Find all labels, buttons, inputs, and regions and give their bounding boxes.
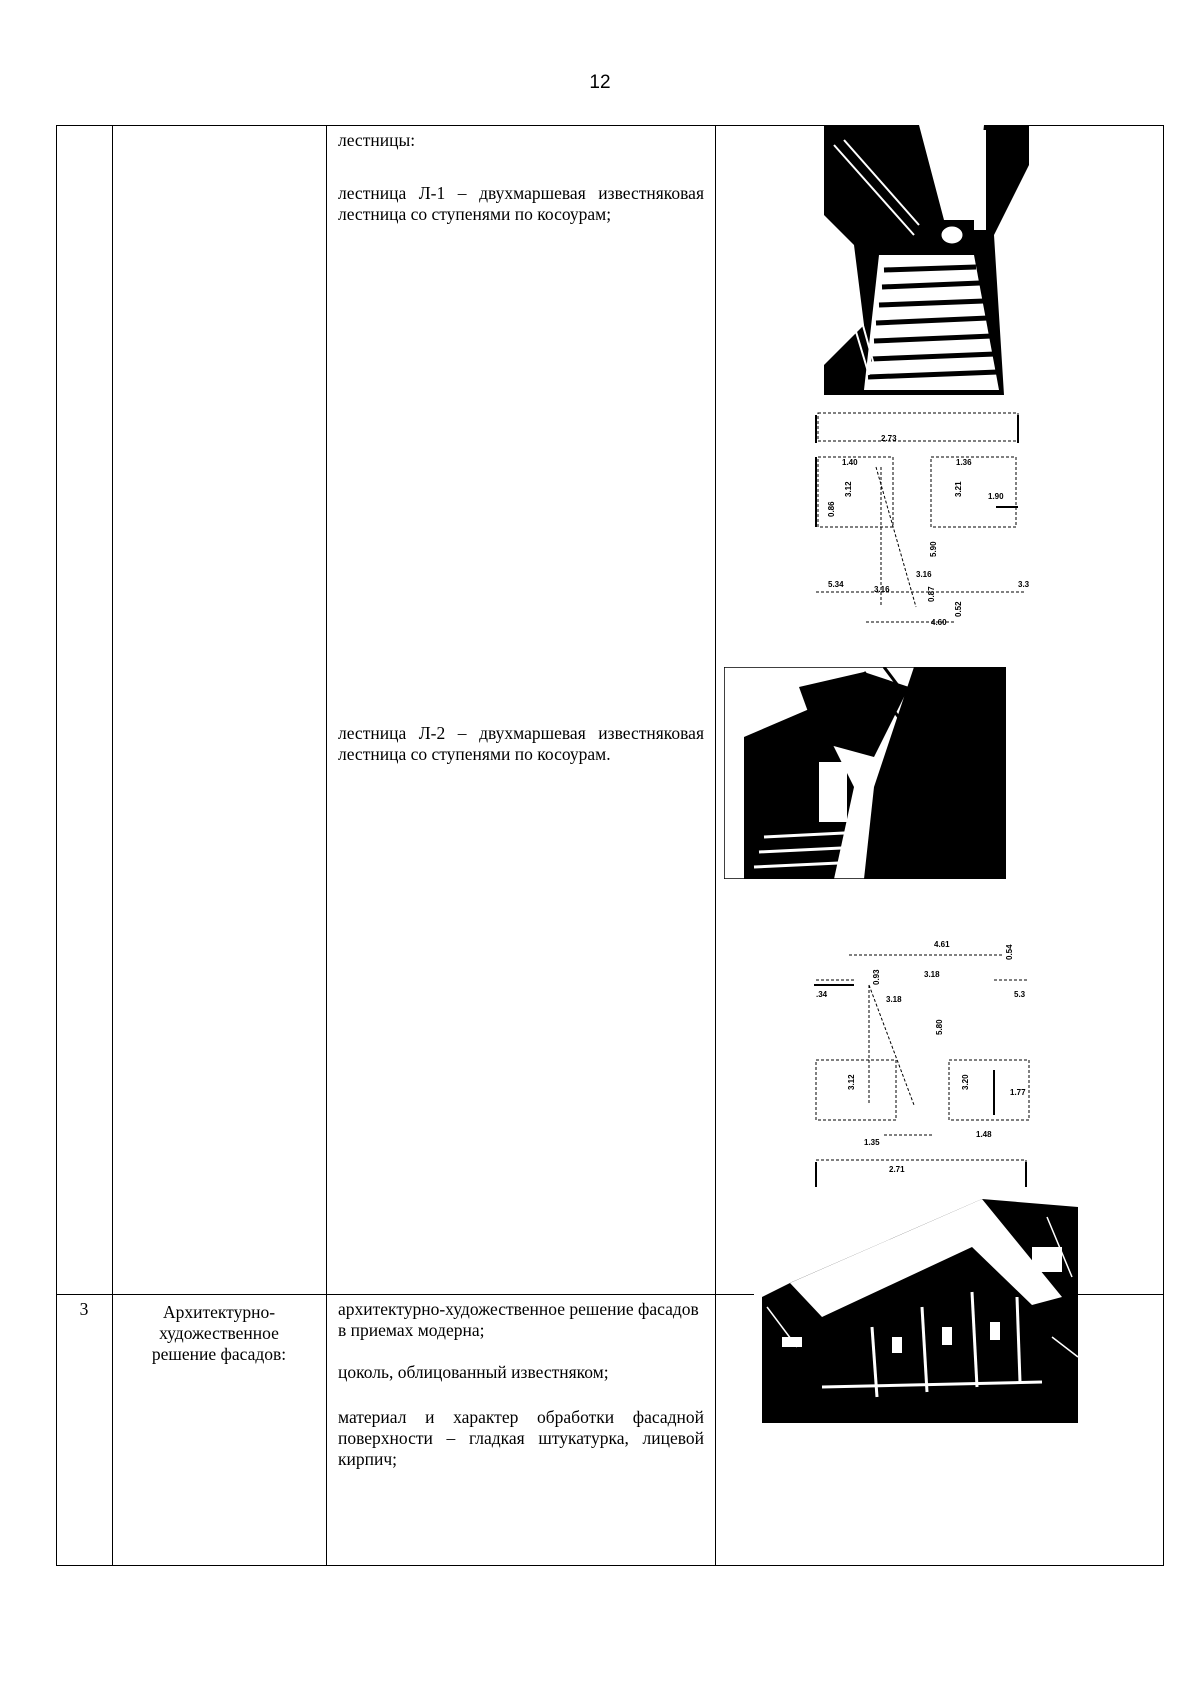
row-3-paragraph-2: цоколь, облицованный известняком; [338, 1362, 609, 1382]
table-left-border [56, 125, 57, 1566]
plan-label: 3.18 [924, 970, 940, 979]
stair-l2-photo [724, 667, 1006, 879]
plan-label: 1.90 [988, 492, 1004, 501]
row-1-paragraph-1: лестницы: [338, 130, 416, 150]
col-divider-2 [326, 125, 327, 1566]
row-3-paragraph-1: архитектурно-художественное решение фасадов в приемах модерна; [338, 1299, 699, 1340]
plan-label: 3.20 [961, 1074, 970, 1090]
plan-label: 3.16 [916, 570, 932, 579]
plan-label: 5.34 [828, 580, 844, 589]
plan-label: 1.36 [956, 458, 972, 467]
plan-label: 5.3 [1014, 990, 1026, 999]
plan-label: 0.54 [1005, 944, 1014, 960]
plan-label: 3.21 [954, 481, 963, 497]
row-name-line-2: художественное [159, 1323, 279, 1343]
plan-label: 0.52 [954, 601, 963, 617]
plan-label: 0.86 [827, 501, 836, 517]
plan-label: 5.90 [929, 541, 938, 557]
plan-label: 3.16 [874, 585, 890, 594]
page-number: 12 [589, 72, 611, 93]
plan-label: 1.35 [864, 1138, 880, 1147]
plan-label: 0.87 [927, 586, 936, 602]
plan-label: 0.93 [872, 969, 881, 985]
stair-l1-photo [824, 125, 1029, 395]
plan-label: 4.60 [931, 618, 947, 627]
plan-label: 2.71 [889, 1165, 905, 1174]
plan-label: 2.73 [881, 434, 897, 443]
plan-label: 3.3 [1018, 580, 1030, 589]
plan-label: 1.48 [976, 1130, 992, 1139]
stair-l1-plan [756, 407, 1036, 657]
plan-label: 3.12 [847, 1074, 856, 1090]
document-table [56, 125, 1164, 1566]
plan-label: 3.12 [844, 481, 853, 497]
plan-label: 5.80 [935, 1019, 944, 1035]
col-divider-3 [715, 125, 716, 1566]
row-name-line-3: решение фасадов: [151, 1344, 287, 1364]
row-1-paragraph-3: лестница Л-2 – двухмаршевая известняковая лестница со ступенями по косоурам. [338, 723, 704, 764]
table-right-border [1163, 125, 1164, 1566]
plan-label: 4.61 [934, 940, 950, 949]
plan-label: 3.18 [886, 995, 902, 1004]
col-divider-1 [112, 125, 113, 1566]
facade-photo [762, 1187, 1078, 1423]
plan-label: 1.40 [842, 458, 858, 467]
plan-label: 1.77 [1010, 1088, 1026, 1097]
plan-label: .34 [816, 990, 828, 999]
row-1-paragraph-2: лестница Л-1 – двухмаршевая известняковая лестница со ступенями по косоурам; [338, 183, 704, 224]
row-3-paragraph-3: материал и характер обработки фасадной поверхности – гладкая штукатурка, лицевой кирпич; [338, 1407, 704, 1469]
table-bottom-border [56, 1565, 1164, 1566]
row-number: 3 [79, 1299, 89, 1319]
row-name-line-1: Архитектурно- [162, 1302, 276, 1322]
